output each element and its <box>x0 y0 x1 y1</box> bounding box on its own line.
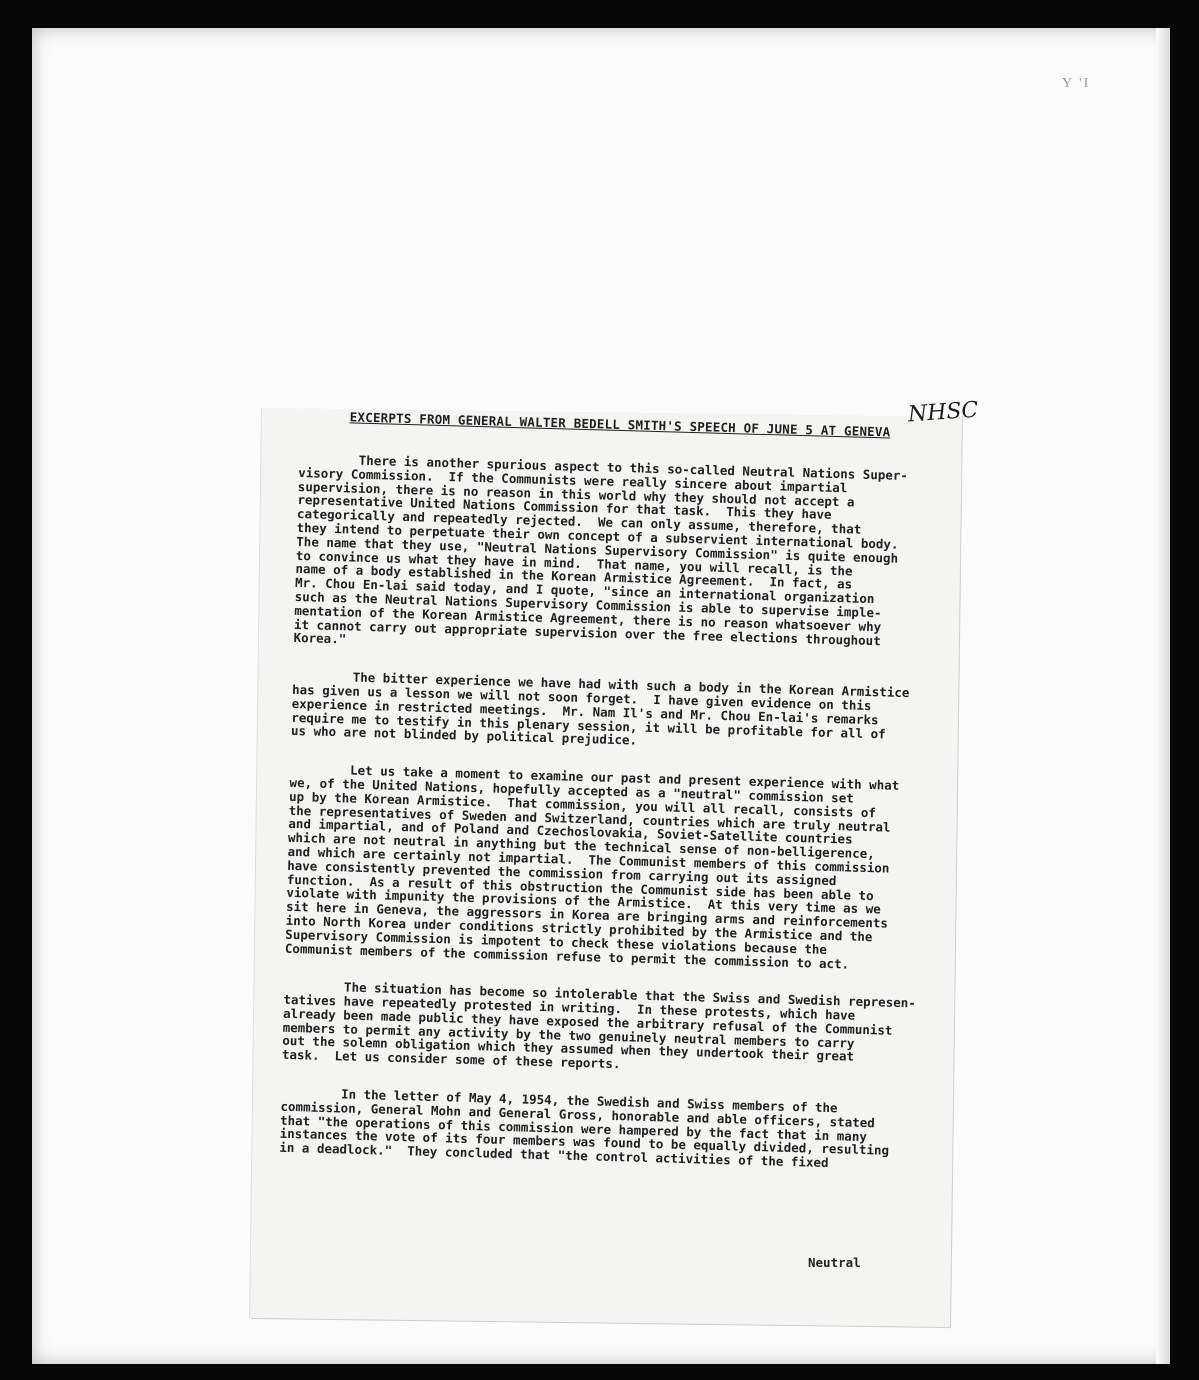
paragraph-5: In the letter of May 4, 1954, the Swedish and Swiss members of the commission, General Mohn and General Gross, honorable and able officers, stated that "the operations of this commission were hampered by the fact that in many instances the vote of its four members was found to be equally divided, resulting in a deadlock." They concluded that "the control activities of the fixed <box>279 1084 890 1171</box>
paragraph-4: The situation has become so intolerable that the Swiss and Swedish represen- tatives have repeatedly protested in writing. In these protests, which have already been made public they have exposed the arbitrary refusal of the Communist members to permit any activity by the two genuinely neutral members to carry out the solemn obligation which they assumed when they undertook their great task. Let us consider some of these reports. <box>281 978 916 1072</box>
page-mark: Y 'I <box>1062 76 1091 91</box>
document-title: EXCERPTS FROM GENERAL WALTER BEDELL SMITH'S SPEECH OF JUNE 5 AT GENEVA <box>349 409 891 440</box>
paragraph-1: There is another spurious aspect to this so-called Neutral Nations Super- visory Commission. If the Communists were really sincere about impartial supervision, there is no reason in this world why they should not accept a representative United Nations Commission for that task. This they have categorically and repeatedly rejected. We can only assume, therefore, that they intend to perpetuate their own concept of a subservient international body. The name that they use, "Neutral Nations Supervisory Commission" is quite enough to convince us what they have in mind. That name, you will recall, is the name of a body established in the Korean Armistice Agreement. In fact, as Mr. Chou En-lai said today, and I quote, "since an international organization such as the Neutral Nations Supervisory Commission is able to supervise imple- mentation of the Korean Armistice Agreement, there is no reason whatsoever why it cannot carry out appropriate supervision over the free elections throughout Korea." <box>293 450 909 648</box>
paragraph-2: The bitter experience we have had with such a body in the Korean Armistice has given us a lesson we will not soon forget. I have given evidence on this experience in restricted meetings. Mr. Nam Il's and Mr. Chou En-lai's remarks require me to testify in this plenary session, it will be profitable for all of us who are not blinded by political prejudice. <box>290 668 910 748</box>
handwritten-annotation: NHSC <box>907 397 980 428</box>
paragraph-3: Let us take a moment to examine our past and present experience with what we, of the United Nations, hopefully accepted as a "neutral" commission set up by the Korean Armistice. That commission, you will all recall, consists of the representatives of Sweden and Switzerland, countries which are truly neutral and impartial, and of Poland and Czechoslovakia, Soviet-Satellite countries which are not neutral in anything but the technical sense of non-belligerence, and which are certainly not impartial. The Communist members of this commission have consistently prevented the commission from carrying out its assigned function. As a result of this obstruction the Communist side has been able to violate with impunity the provisions of the Armistice. At this very time as we sit here in Geneva, the aggressors in Korea are bringing arms and reinforcements into North Korea under conditions strictly prohibited by the Armistice and the Supervisory Commission is impotent to check these violations because the Communist members of the commission refuse to permit the commission to act. <box>284 761 900 972</box>
film-edge <box>1156 28 1170 1364</box>
footer-catchword: Neutral <box>808 1255 861 1270</box>
document-body <box>278 408 939 1197</box>
